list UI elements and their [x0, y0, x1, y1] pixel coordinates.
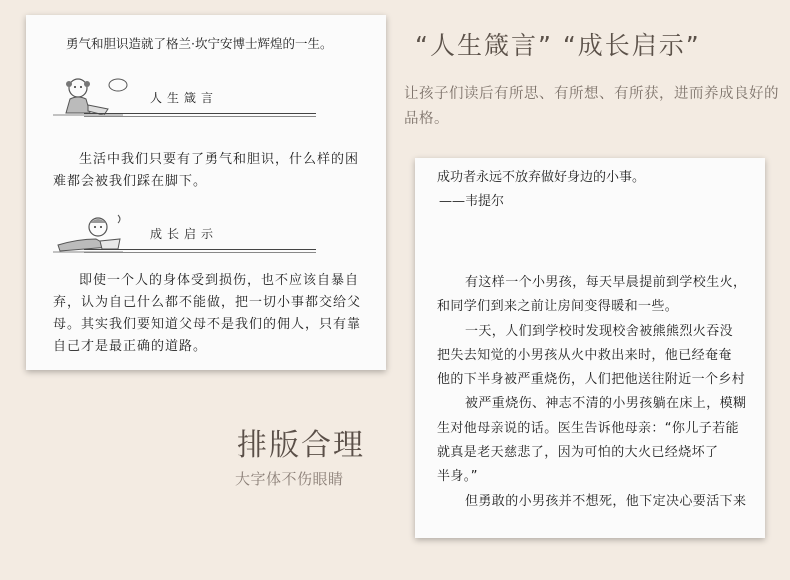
story-line: 把失去知觉的小男孩从火中救出来时，他已经奄奄 — [437, 347, 732, 363]
story-line: 一天，人们到学校时发现校舍被熊熊烈火吞没 — [465, 323, 734, 339]
divider — [84, 116, 316, 117]
story-line: 生对他母亲说的话。医生告诉他母亲：“你儿子若能 — [437, 420, 739, 436]
story-line: 半身。” — [437, 469, 478, 485]
story-line: 他的下半身被严重烧伤，人们把他送往附近一个乡村 — [437, 372, 746, 388]
left-book-page — [26, 15, 386, 370]
life-motto-header — [54, 75, 354, 119]
quote-text: 成功者永远不放弃做好身边的小事。 — [437, 170, 646, 185]
quote-author: ——韦提尔 — [439, 194, 505, 209]
life-motto-text: 生活中我们只要有了勇气和胆识，什么样的困难都会被我们踩在脚下。 — [53, 152, 360, 189]
story-text — [437, 271, 765, 514]
growth-insight-header — [54, 211, 354, 255]
life-motto-title: 人生箴言 — [150, 91, 219, 105]
feature-callout-subtitle: 让孩子们读后有所思、有所想、有所获，进而养成良好的品格。 — [404, 86, 779, 127]
story-line: 有这样一个小男孩，每天早晨提前到学校生火， — [465, 275, 747, 290]
right-book-page — [415, 158, 765, 538]
layout-feature-subtitle: 大字体不伤眼睛 — [235, 470, 344, 488]
story-line: 和同学们到来之前让房间变得暖和一些。 — [437, 299, 679, 315]
story-line: 但勇敢的小男孩并不想死，他下定决心要活下来 — [465, 493, 747, 509]
feature-callout-title: “人生箴言” “成长启示” — [415, 31, 701, 60]
story-line: 就真是老天慈悲了，因为可怕的大火已经烧坏了 — [437, 445, 719, 461]
intro-sentence: 勇气和胆识造就了格兰·坎宁安博士辉煌的一生。 — [66, 36, 333, 51]
quote-block — [437, 166, 765, 214]
divider — [84, 113, 316, 114]
divider — [84, 252, 316, 253]
divider — [84, 249, 316, 250]
growth-insight-text: 即使一个人的身体受到损伤，也不应该自暴自弃，认为自己什么都不能做，把一切小事都交给父母。其实我们要知道父母不是我们的佣人，只有靠自己才是最正确的道路。 — [53, 273, 362, 354]
layout-feature-title: 排版合理 — [237, 428, 365, 463]
story-line: 被严重烧伤、神志不清的小男孩躺在床上，模糊 — [465, 396, 747, 412]
growth-insight-title: 成长启示 — [150, 227, 219, 241]
